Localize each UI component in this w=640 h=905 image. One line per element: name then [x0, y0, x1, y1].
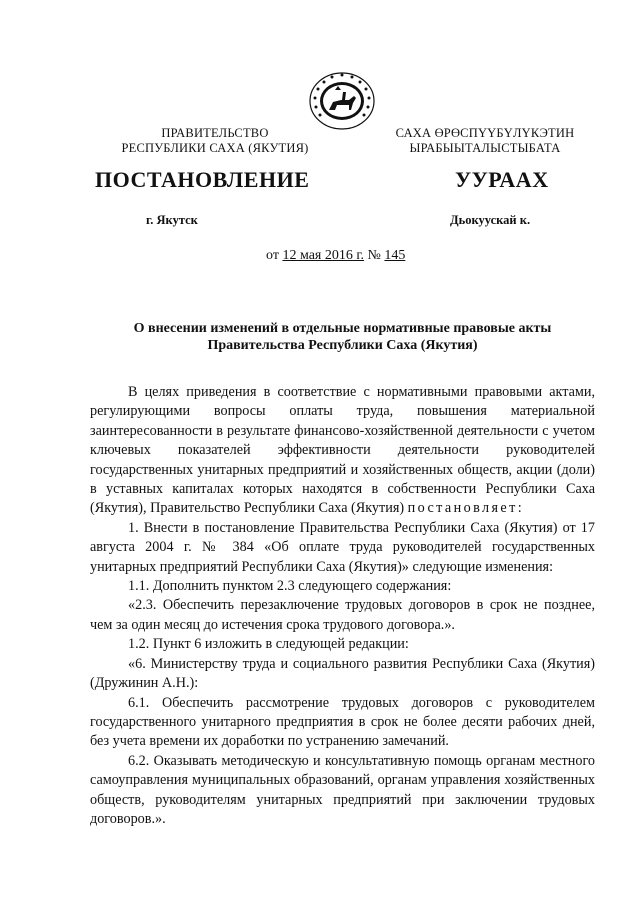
document-type-russian: ПОСТАНОВЛЕНИЕ [95, 167, 310, 192]
document-subject: О внесении изменений в отдельные нормативные правовые акты Правительства Республики Саха (Якутия) [133, 321, 552, 353]
clause-6-1: 6.1. Обеспечить рассмотрение трудовых договоров с руководителем государственного унитарного предприятия в срок не более десяти рабочих дней, без учета времени их доработки по устранению замечаний. [90, 694, 595, 750]
preamble-paragraph: В целях приведения в соответствие с нормативными правовыми актами, регулирующими вопросы оплаты труда, повышения материальной заинтересованности в результате финансово-хозяйственной деятельности с учетом ключевых показателей эффективности деятельности руководителей государственных унитарных предприятий и хозяйственных обществ, акции (доли) в уставных капиталах которых находятся в собственности Республики Саха (Якутия), Правительство Республики Саха (Якутия) постановляет: [90, 384, 595, 517]
document-body [90, 383, 595, 829]
clause-1-2: 1.2. Пункт 6 изложить в следующей редакции: [128, 636, 409, 653]
document-date: 12 мая 2016 г. [282, 248, 365, 263]
clause-1: 1. Внести в постановление Правительства Республики Саха (Якутия) от 17 августа 2004 г. № 384 «Об оплате труда руководителей государственных унитарных предприятий Республики Саха (Якутия)» следующие изменения: [90, 519, 595, 575]
clause-6-2: 6.2. Оказывать методическую и консультативную помощь органам местного самоуправления муниципальных образований, органам управления хозяйственных обществ, руководителям унитарных предприятий при заключении трудовых договоров.». [90, 752, 595, 827]
coat-of-arms-emblem [305, 70, 379, 132]
decree-word: постановляет: [407, 500, 525, 517]
government-name-russian: ПРАВИТЕЛЬСТВО РЕСПУБЛИКИ САХА (ЯКУТИЯ) [121, 126, 309, 155]
city-yakut: Дьокуускай к. [450, 213, 531, 227]
clause-1-1: 1.1. Дополнить пунктом 2.3 следующего содержания: [128, 578, 452, 595]
clause-6-text: «6. Министерству труда и социального развития Республики Саха (Якутия) (Дружинин А.Н.): [90, 655, 595, 692]
clause-2-3-text: «2.3. Обеспечить перезаключение трудовых договоров в срок не позднее, чем за один месяц до истечения срока трудового договора.». [90, 597, 595, 633]
city-russian: г. Якутск [146, 213, 198, 227]
government-name-yakut: САХА ӨРӨСПҮҮБҮЛҮКЭТИН ЫРАБЫЫТАЛЫСТЫБАТА [395, 126, 575, 155]
document-number: 145 [384, 248, 406, 263]
document-type-yakut: УУРААХ [455, 167, 549, 192]
document-date-line: от 12 мая 2016 г. № 145 [266, 248, 406, 263]
